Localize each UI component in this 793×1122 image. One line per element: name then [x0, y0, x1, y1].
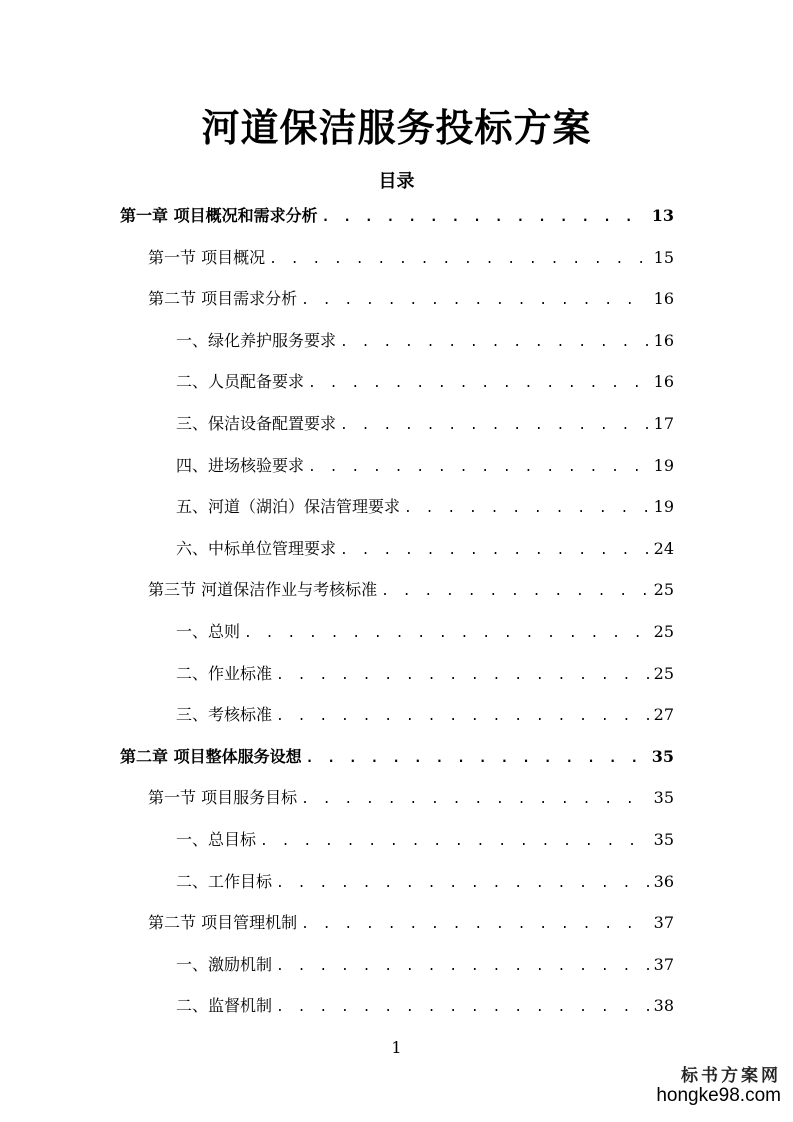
toc-entry-page: 24 — [653, 538, 674, 558]
toc-entry[interactable] — [120, 200, 674, 232]
toc-entry[interactable] — [148, 782, 674, 814]
toc-entry[interactable] — [176, 533, 674, 565]
toc-entry-label: 第二节 项目需求分析 — [148, 289, 298, 309]
toc-entry-label: 二、人员配备要求 — [176, 372, 305, 392]
toc-entry-label: 三、保洁设备配置要求 — [176, 414, 337, 433]
toc-entry-page: 37 — [653, 913, 674, 933]
toc-leader-dots — [276, 868, 650, 898]
toc-leader-dots — [276, 992, 650, 1022]
toc-leader-dots — [340, 410, 650, 440]
toc-entry-label: 第一节 项目概况 — [148, 247, 266, 267]
toc-entry-label: 第三节 河道保洁作业与考核标准 — [148, 580, 378, 600]
toc-entry-page: 25 — [653, 580, 674, 600]
toc-entry[interactable] — [176, 658, 674, 690]
toc-leader-dots — [308, 368, 650, 398]
toc-entry-page: 36 — [653, 871, 674, 891]
toc-leader-dots — [244, 618, 650, 648]
toc-entry-label: 第二章 项目整体服务设想 — [120, 746, 302, 766]
toc-entry-label: 三、考核标准 — [176, 705, 273, 725]
toc-entry-page: 15 — [653, 247, 674, 267]
toc-entry-label: 一、激励机制 — [176, 954, 273, 974]
toc-entry-page: 19 — [653, 455, 674, 475]
watermark-logo — [631, 1066, 781, 1106]
toc-entry[interactable] — [148, 242, 674, 274]
toc-entry-label: 一、绿化养护服务要求 — [176, 330, 337, 350]
toc-entry-page: 17 — [653, 414, 674, 433]
toc-leader-dots — [276, 660, 650, 690]
toc-entry-page: 25 — [653, 622, 674, 641]
toc-entry-page: 16 — [653, 289, 674, 309]
toc-entry[interactable] — [176, 491, 674, 523]
toc-entry[interactable] — [176, 824, 674, 856]
toc-leader-dots — [301, 909, 650, 939]
toc-entry-page: 38 — [653, 996, 674, 1016]
watermark-url: hongke98.com — [656, 1085, 781, 1106]
toc-entry[interactable] — [176, 408, 674, 440]
toc-entry-page: 35 — [653, 788, 674, 808]
toc-leader-dots — [269, 244, 650, 274]
toc-entry-label: 第二节 项目管理机制 — [148, 913, 298, 933]
toc-leader-dots — [340, 327, 650, 357]
toc-entry-page: 35 — [651, 746, 674, 766]
toc-entry-page: 27 — [653, 705, 674, 725]
toc-entry[interactable] — [148, 283, 674, 315]
toc-entry-page: 13 — [651, 206, 674, 225]
toc-leader-dots — [301, 784, 650, 814]
toc-leader-dots — [276, 951, 650, 981]
toc-leader-dots — [301, 285, 650, 315]
toc-entry-label: 二、作业标准 — [176, 663, 273, 683]
toc-entry-page: 35 — [653, 830, 674, 849]
document-title: 河道保洁服务投标方案 — [201, 105, 592, 150]
watermark-name: 标书方案网 — [681, 1066, 781, 1086]
toc-entry-label: 第一节 项目服务目标 — [148, 788, 298, 808]
toc-entry[interactable] — [120, 741, 674, 773]
toc-leader-dots — [340, 535, 650, 565]
toc-leader-dots — [260, 826, 650, 856]
toc-entry-label: 一、总目标 — [176, 830, 257, 849]
toc-entry-label: 二、监督机制 — [176, 996, 273, 1016]
toc-leader-dots — [322, 202, 648, 232]
toc-entry-label: 五、河道（湖泊）保洁管理要求 — [176, 497, 401, 517]
toc-entry[interactable] — [148, 907, 674, 939]
page-number: 1 — [391, 1038, 402, 1057]
toc-entry-label: 第一章 项目概况和需求分析 — [120, 206, 318, 225]
toc-heading: 目录 — [378, 171, 415, 192]
toc-entry[interactable] — [176, 699, 674, 731]
toc-entry-label: 二、工作目标 — [176, 871, 273, 891]
toc-leader-dots — [381, 576, 650, 606]
toc-leader-dots — [308, 452, 650, 482]
toc-leader-dots — [404, 493, 650, 523]
toc-entry-page: 25 — [653, 663, 674, 683]
toc-entry-label: 一、总则 — [176, 622, 241, 641]
toc-entry[interactable] — [176, 450, 674, 482]
toc-entry[interactable] — [176, 366, 674, 398]
toc-entry-label: 六、中标单位管理要求 — [176, 538, 337, 558]
toc-entry-label: 四、进场核验要求 — [176, 455, 305, 475]
toc-entry[interactable] — [176, 949, 674, 981]
toc-entry-page: 37 — [653, 954, 674, 974]
toc-entry[interactable] — [148, 574, 674, 606]
toc-leader-dots — [306, 743, 648, 773]
toc-entry[interactable] — [176, 616, 674, 648]
toc-entry-page: 16 — [653, 372, 674, 392]
toc-entry[interactable] — [176, 866, 674, 898]
toc-entry-page: 16 — [653, 330, 674, 350]
toc-leader-dots — [276, 701, 650, 731]
toc-entry[interactable] — [176, 325, 674, 357]
toc-entry-page: 19 — [653, 497, 674, 517]
toc-entry[interactable] — [176, 990, 674, 1022]
